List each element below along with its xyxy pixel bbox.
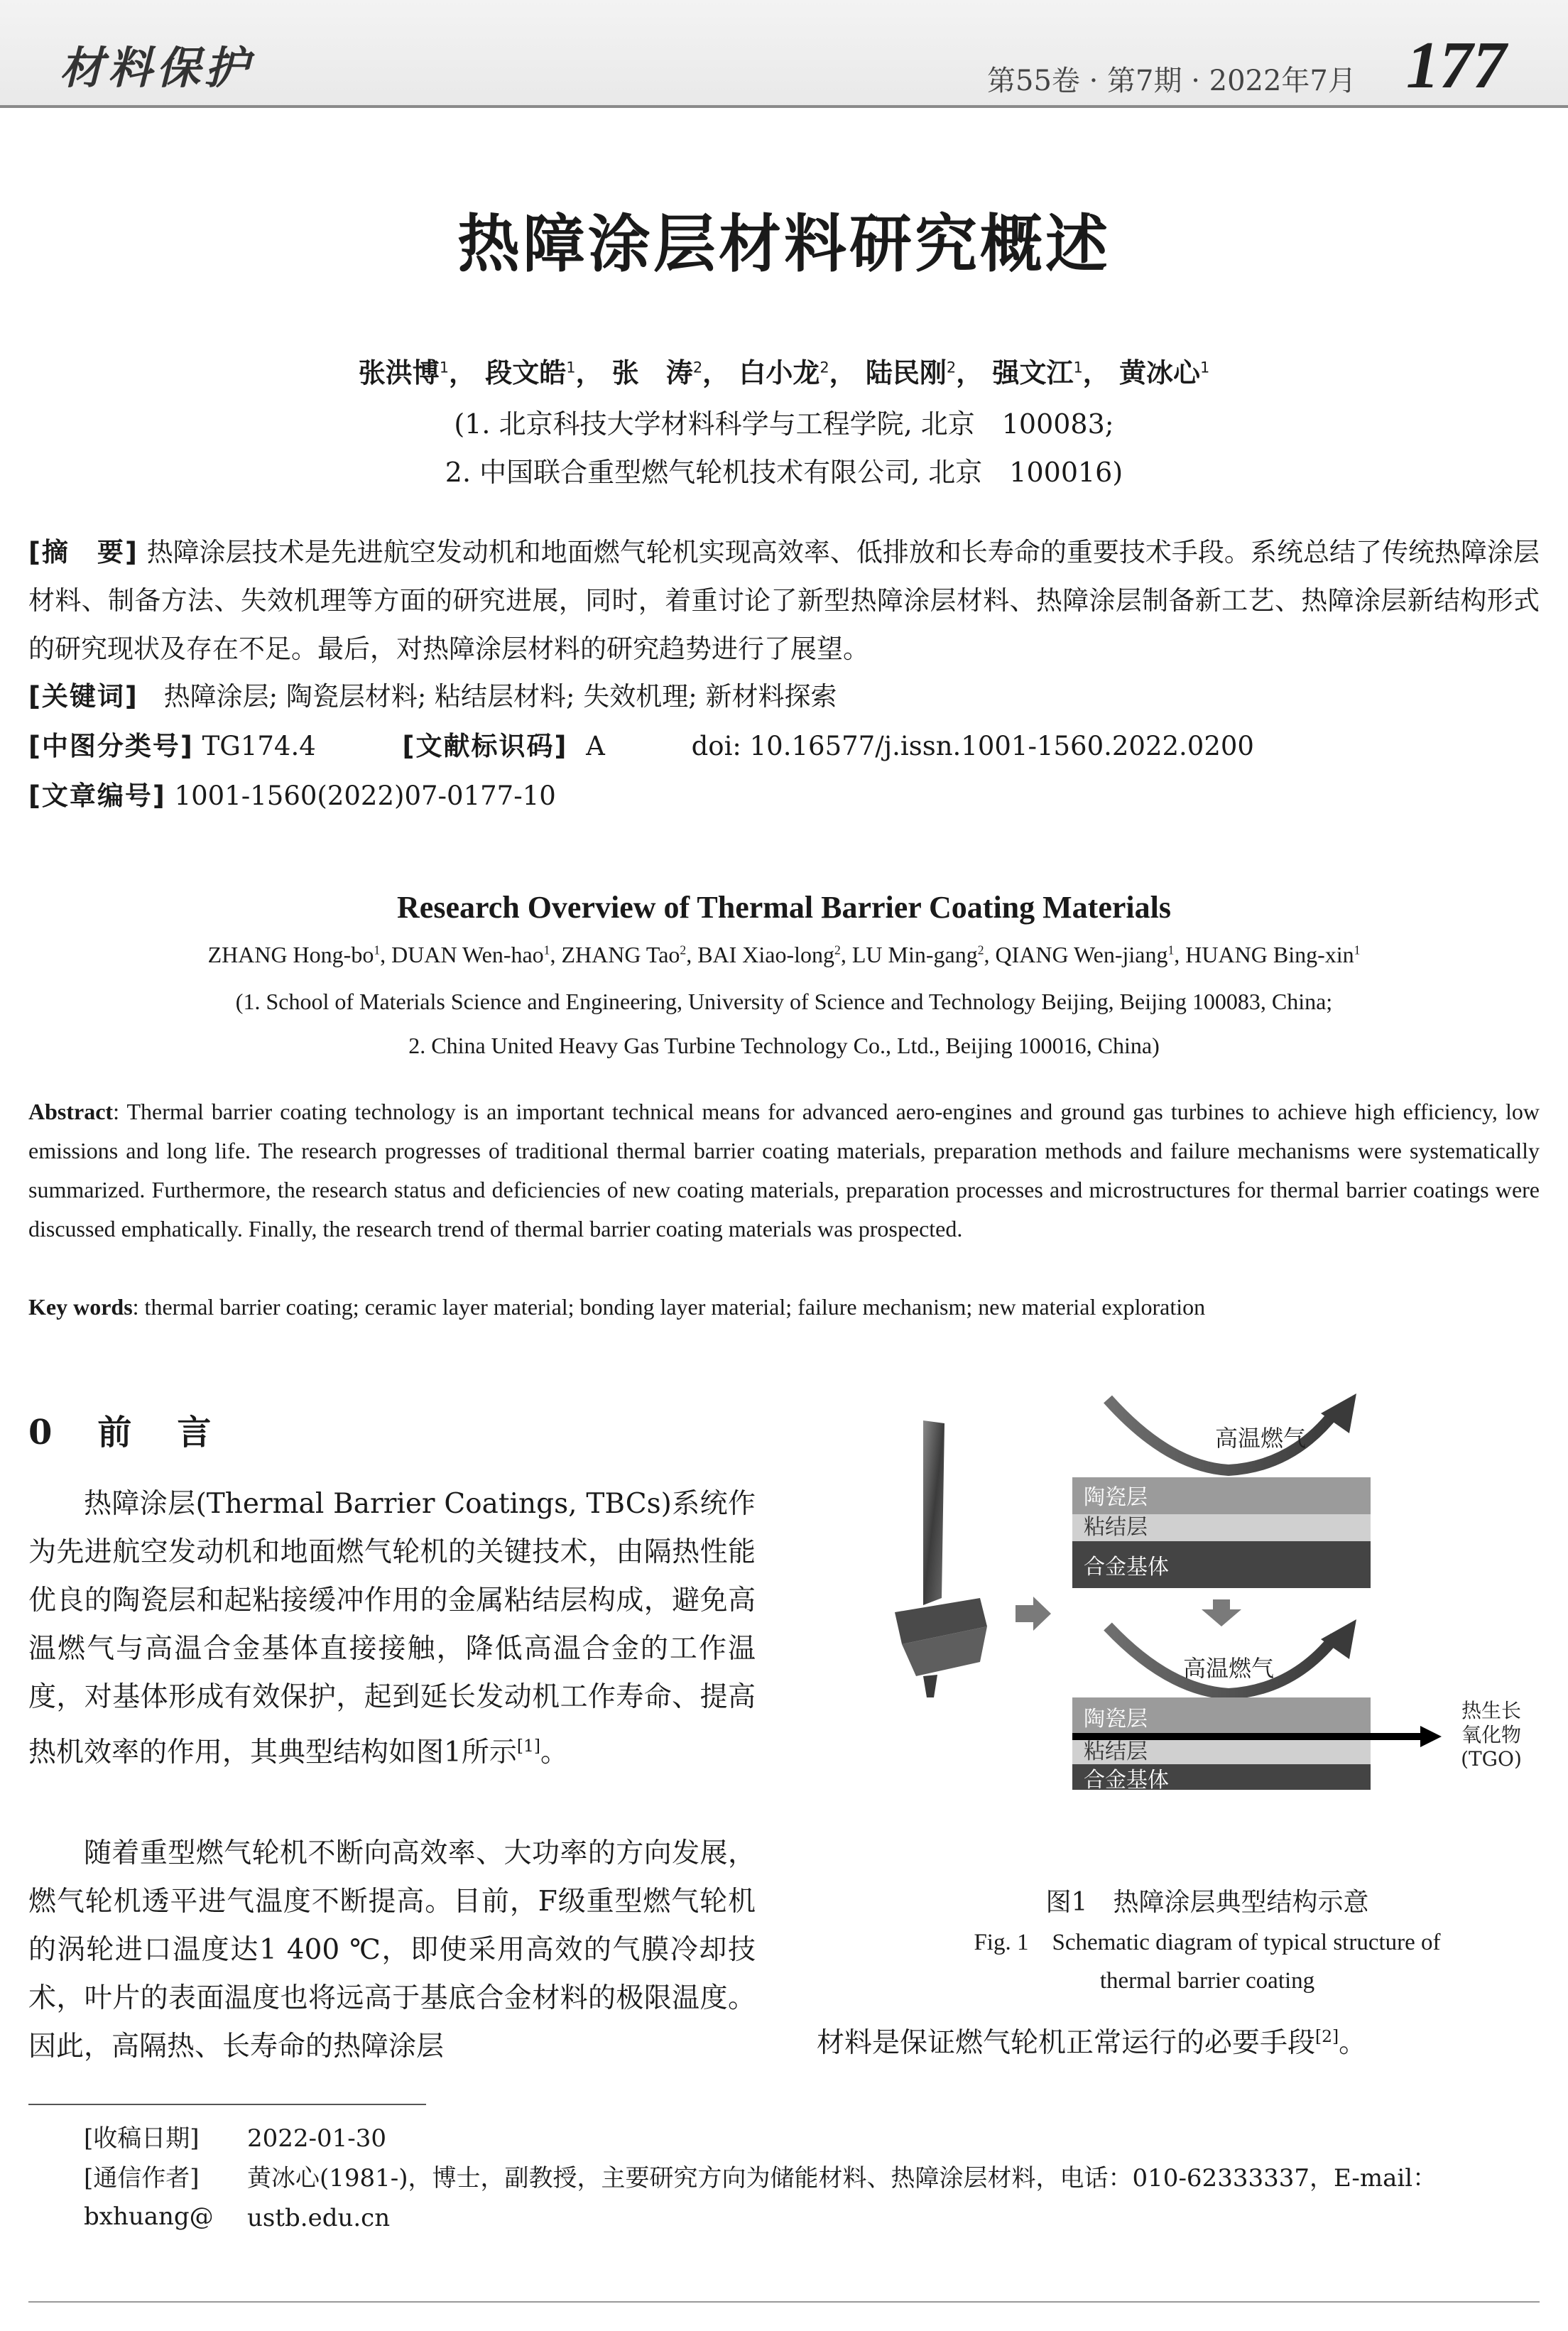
english-abstract-text: : Thermal barrier coating technology is an important technical means for advanced aero-engines and ground gas turbines to achieve high efficiency, low emissions and long life. The research progresses of traditional thermal barrier coating materials, preparation methods and failure mechanisms were systematically summarized. Furthermore, the research status and deficiencies of new coating materials, preparation processes and microstructures for thermal barrier coatings were discussed emphatically. Finally, the research trend of thermal barrier coating materials was prospected. (28, 1099, 1540, 1241)
abstract-cn (28, 528, 1540, 673)
label-hot-gas-top: 高温燃气 (1214, 1425, 1307, 1452)
section-heading: 0 前 言 (28, 1413, 217, 1452)
keywords-label: [关键词] (28, 681, 138, 712)
author-list: 张洪博$^1$， 段文皓$^1$， 张 涛$^2$， 白小龙$^2$， 陆民刚$^2$， 强文江$^1$， 黄冰心$^1$ (358, 357, 1210, 388)
bottom-rule (28, 2301, 1540, 2303)
label-tgo-line1: 热生长 (1461, 1699, 1522, 1722)
figure-caption-en: Fig. 1 Schematic diagram of typical structure of thermal barrier coating (974, 1930, 1441, 1994)
arrow-down-icon (1202, 1599, 1241, 1626)
label-ceramic-top: 陶瓷层 (1084, 1485, 1148, 1510)
doc-code-value: A (586, 731, 605, 761)
english-affiliation-line: (1. School of Materials Science and Engineering, University of Science and Technology Beijing, Beijing 100083, China; (235, 989, 1333, 1014)
en-author: BAI Xiao-long$^2$ (697, 942, 841, 967)
label-hot-gas-bottom: 高温燃气 (1182, 1655, 1275, 1682)
body-paragraph: 随着重型燃气轮机不断向高效率、大功率的方向发展，燃气轮机透平进气温度不断提高。目前，F级重型燃气轮机的涡轮进口温度达1 400 ℃，即使采用高效的气膜冷却技术，叶片的表面温度也将远高于基底合金材料的极限温度。因此，高隔热、长寿命的热障涂层 (28, 1837, 756, 2063)
label-bond-bottom: 粘结层 (1084, 1739, 1148, 1764)
english-abstract (28, 1092, 1540, 1249)
affiliation-line: 2. 中国联合重型燃气轮机技术有限公司, 北京 100016) (445, 457, 1123, 488)
en-author: ZHANG Hong-$bo^1$ (207, 942, 381, 967)
page-number: 177 (1406, 28, 1506, 102)
keywords-cn (28, 675, 837, 713)
label-tgo-line2: 氧化物 (1461, 1723, 1522, 1746)
abstract-text: 热障涂层技术是先进航空发动机和地面燃气轮机实现高效率、低排放和长寿命的重要技术手段。系统总结了传统热障涂层材料、制备方法、失效机理等方面的研究进展，同时，着重讨论了新型热障涂层材料、热障涂层制备新工艺、热障涂层新结构形式的研究现状及存在不足。最后，对热障涂层材料的研究趋势进行了展望。 (28, 537, 1540, 664)
english-title: Research Overview of Thermal Barrier Coating Materials (397, 890, 1171, 925)
author: 张 涛$^2$ (611, 357, 703, 388)
tgo-arrow-head-icon (1420, 1726, 1442, 1747)
body-paragraph: 热障涂层(Thermal Barrier Coatings, TBCs)系统作为先进航空发动机和地面燃气轮机的关键技术，由隔热性能优良的陶瓷层和起粘接缓冲作用的金属粘结层构成，避免高温燃气与高温合金基体直接接触，降低高温合金的工作温度，对基体形成有效保护，起到延长发动机工作寿命、提高热机效率的作用，其典型结构如图1所示[1]。 (28, 1488, 756, 1768)
arrow-right-icon (1016, 1597, 1051, 1631)
clc-label: [中图分类号] (28, 731, 194, 761)
label-substrate-top: 合金基体 (1084, 1555, 1169, 1580)
figure-tbc-structure (873, 1392, 1541, 1790)
citation: [1] (516, 1736, 540, 1756)
english-author-list: ZHANG Hong-$bo^1$, DUAN Wen-hao$^1$, ZHANG Tao$^2$, BAI Xiao-long$^2$, LU Min-gang$^2$, QIANG Wen-jiang$^1$, HUANG Bing-xin$^1$ (207, 942, 1361, 967)
article-no-value: 1001-1560(2022)07-0177-10 (174, 781, 556, 811)
en-author: ZHANG Tao$^2$ (561, 942, 687, 967)
english-keywords (28, 1288, 1540, 1327)
header-rule (0, 105, 1568, 108)
clc-value: TG174.4 (202, 731, 316, 761)
english-abstract-label: Abstract (28, 1099, 114, 1124)
footnote-rule (28, 2104, 426, 2105)
en-author: LU Min-gang$^2$ (851, 942, 984, 967)
en-author: DUAN Wen-hao$^1$ (391, 942, 550, 967)
author: 段文皓$^1$ (485, 357, 576, 388)
author: 强文江$^1$ (992, 357, 1083, 388)
label-substrate-bottom: 合金基体 (1084, 1768, 1169, 1790)
issue-info: 第55卷 · 第7期 · 2022年7月 (987, 65, 1356, 97)
label-ceramic-bottom: 陶瓷层 (1084, 1707, 1148, 1732)
english-keywords-text: : thermal barrier coating; ceramic layer material; bonding layer material; failure mechanism; new material exploration (132, 1294, 1206, 1320)
abstract-label: [摘 要] (28, 537, 138, 567)
label-bond-top: 粘结层 (1084, 1515, 1148, 1540)
english-affiliation-line: 2. China United Heavy Gas Turbine Technology Co., Ltd., Beijing 100016, China) (408, 1033, 1160, 1058)
article-number-row (28, 774, 556, 813)
author: 陆民刚$^2$ (865, 357, 957, 388)
label-tgo-line3: (TGO) (1461, 1747, 1522, 1771)
journal-logo: 材料保护 (60, 42, 254, 94)
affiliation-line: (1. 北京科技大学材料科学与工程学院, 北京 100083; (454, 408, 1114, 440)
keywords-text: 热障涂层; 陶瓷层材料; 粘结层材料; 失效机理; 新材料探索 (163, 681, 837, 712)
paper-title: 热障涂层材料研究概述 (457, 207, 1111, 281)
author: 黄冰心$^1$ (1118, 357, 1210, 388)
article-no-label: [文章编号] (28, 781, 166, 811)
footnote-corresponding-author-cont: ustb.edu.cn (247, 2204, 391, 2232)
body-paragraph-continued: 材料是保证燃气轮机正常运行的必要手段[2]。 (817, 2026, 1367, 2059)
turbine-blade-icon (895, 1420, 987, 1697)
en-author: HUANG Bing-xin$^1$ (1185, 942, 1361, 967)
citation: [2] (1315, 2026, 1339, 2046)
doc-code-label: [文献标识码] (402, 731, 568, 761)
footnote-corresponding-author: [通信作者] 黄冰心(1981-)，博士，副教授，主要研究方向为储能材料、热障涂层材料，电话：010-62333337，E-mail：bxhuang@ (84, 2164, 1437, 2231)
english-keywords-label: Key words (28, 1294, 133, 1320)
doi: doi: 10.16577/j.issn.1001-1560.2022.0200 (691, 731, 1254, 761)
figure-caption-cn: 图1 热障涂层典型结构示意 (1045, 1888, 1369, 1917)
en-author: QIANG Wen-jiang$^1$ (995, 942, 1175, 967)
classification-row (28, 724, 1254, 763)
author: 张洪博$^1$ (358, 357, 450, 388)
author: 白小龙$^2$ (739, 357, 829, 388)
footnote-received: [收稿日期] 2022-01-30 (84, 2124, 387, 2153)
